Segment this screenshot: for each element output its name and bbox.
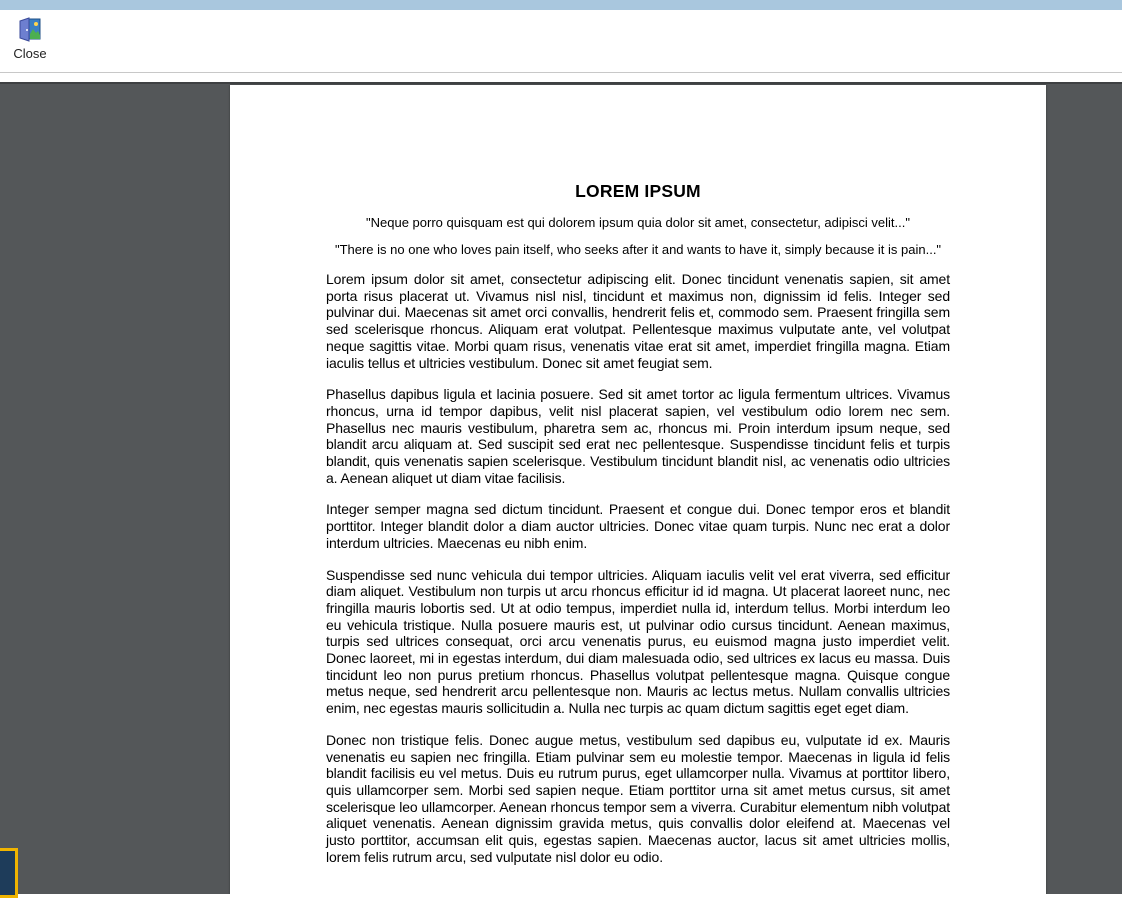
document-page [230,85,1046,894]
paragraph-3: Integer semper magna sed dictum tincidunt. Praesent et congue dui. Donec tempor eros et blandit porttitor. Integer blandit dolor a diam auctor ultricies. Donec vitae quam turpis. Nunc nec erat a dolor interdum ultricies. Maecenas eu nibh enim. [326,501,950,551]
paragraph-1: Lorem ipsum dolor sit amet, consectetur adipiscing elit. Donec tincidunt venenatis sapien, sit amet porta risus placerat ut. Vivamus nisl nisl, tincidunt et maximus non, dignissim id felis. Integer sed pulvinar dui. Maecenas sit amet orci convallis, hendrerit felis et, commodo sem. Praesent fringilla sem sed scelerisque rhoncus. Aliquam erat volutpat. Pellentesque maximus vulputate ante, vel volutpat neque sagittis vitae. Morbi quam risus, venenatis vitae erat sit amet, imperdiet fringilla magna. Etiam iaculis tellus et ultricies vestibulum. Donec sit amet feugiat sem. [326,271,950,371]
paragraph-2: Phasellus dapibus ligula et lacinia posuere. Sed sit amet tortor ac ligula fermentum ultrices. Vivamus rhoncus, urna id tempor dapibus, velit nisl placerat sapien, vel vestibulum odio lorem nec sem. Phasellus nec mauris vestibulum, pharetra sem ac, rhoncus mi. Proin interdum ipsum neque, sed blandit arcu aliquam at. Sed suscipit sed erat nec pellentesque. Suspendisse tincidunt felis et turpis blandit, quis venenatis sapien scelerisque. Vestibulum tincidunt blandit nisl, ac venenatis odio ultricies a. Aenean aliquet ut diam vitae facilisis. [326,386,950,486]
toolbar [0,10,1122,73]
viewer-top-border [0,82,1122,84]
quote-2: "There is no one who loves pain itself, who seeks after it and wants to have it, simply because it is pain..." [334,242,942,257]
quote-1: "Neque porro quisquam est qui dolorem ipsum quia dolor sit amet, consectetur, adipisci velit..." [366,215,910,230]
close-door-icon [17,16,43,42]
close-button[interactable] [8,16,52,66]
page-content [326,181,950,881]
close-button-label: Close [13,46,47,61]
paragraph-5: Donec non tristique felis. Donec augue metus, vestibulum sed dapibus eu, vulputate id ex. Mauris venenatis eu sapien nec fringilla. Etiam pulvinar sem eu molestie tempor. Maecenas in ligula id felis blandit facilisis eu vel metus. Duis eu rutrum purus, eget ullamcorper nulla. Vivamus at porttitor libero, quis ullamcorper sem. Morbi sed sapien neque. Etiam porttitor urna sit amet metus cursus, sit amet scelerisque leo ullamcorper. Aenean rhoncus tempor sem a viverra. Curabitur elementum nibh volutpat aliquet venenatis. Aenean dignissim gravida metus, quis convallis dolor eleifend at. Maecenas vel justo porttitor, accumsan elit quis, egestas sapien. Maecenas auctor, lacus sit amet ultricies mollis, lorem felis rutrum arcu, sed vulputate nisl dolor eu odio. [326,731,950,865]
focused-taskbar-button[interactable] [0,848,18,898]
paragraph-4: Suspendisse sed nunc vehicula dui tempor ultricies. Aliquam iaculis velit vel erat viverra, sed efficitur diam aliquet. Vestibulum non turpis ut arcu rhoncus efficitur id id magna. Ut placerat laoreet nunc, nec fringilla mauris lobortis sed. Ut at odio tempus, imperdiet nulla id, interdum tellus. Morbi interdum leo eu vehicula tristique. Nulla posuere mauris est, ut pulvinar odio cursus tincidunt. Aenean maximus, turpis sed ultrices consequat, orci arcu venenatis purus, eu euismod magna justo imperdiet velit. Donec laoreet, mi in egestas interdum, dui diam malesuada odio, sed ultrices ex lacus eu massa. Duis tincidunt leo non purus pretium rhoncus. Phasellus volutpat pellentesque magna. Quisque congue metus neque, sed hendrerit arcu pellentesque non. Mauris ac lectus metus. Nullam convallis ultricies enim, nec egestas mauris sollicitudin a. Nulla nec turpis ac quam dictum sagittis eget eget diam. [326,566,950,717]
document-viewer[interactable] [0,82,1122,894]
window-titlebar [0,0,1122,10]
document-title: LOREM IPSUM [575,181,701,201]
